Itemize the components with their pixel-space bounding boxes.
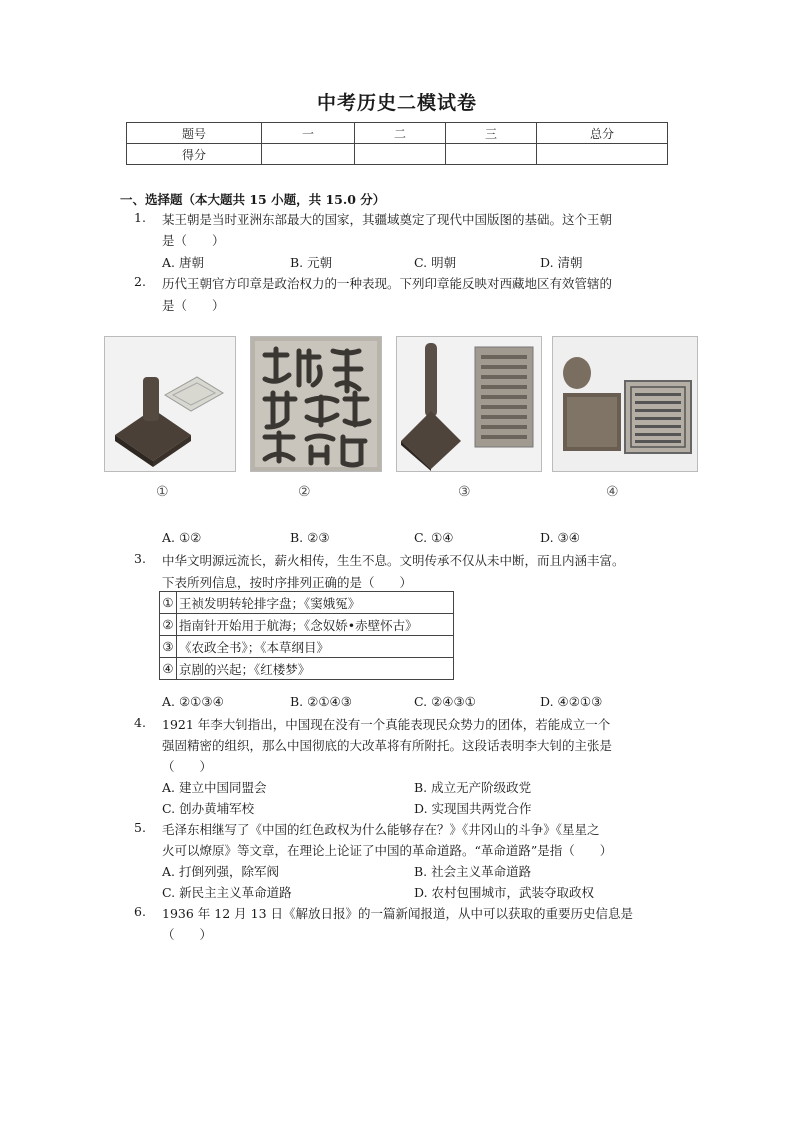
- question-text: （ ）: [162, 759, 213, 774]
- table-row: [160, 636, 454, 658]
- table-cell-number: ③: [160, 636, 177, 658]
- seal-images: [104, 336, 698, 506]
- question-text: （ ）: [162, 927, 213, 942]
- table-row: [160, 614, 454, 636]
- option-d: D. 实现国共两党合作: [414, 801, 532, 816]
- seal-image-2: [250, 336, 382, 472]
- score-table-header-row: [127, 123, 668, 144]
- table-row: [160, 658, 454, 680]
- table-cell-number: ②: [160, 614, 177, 636]
- table-cell-text: 王祯发明转轮排字盘；《窦娥冤》: [177, 592, 454, 614]
- question-text: 历代王朝官方印章是政治权力的一种表现。下列印章能反映对西藏地区有效管辖的: [162, 276, 613, 291]
- score-cell: [355, 144, 446, 165]
- score-table-row-label: 得分: [127, 144, 262, 165]
- question-text: 毛泽东相继写了《中国的红色政权为什么能够存在？》《井冈山的斗争》《星星之: [162, 822, 600, 837]
- option-d: D. ③④: [540, 530, 580, 545]
- question-text: 中华文明源远流长，薪火相传，生生不息。文明传承不仅从未中断，而且内涵丰富。: [162, 553, 625, 568]
- question-text: 是（ ）: [162, 298, 225, 313]
- option-a: A. ①②: [162, 530, 202, 545]
- score-cell: [537, 144, 668, 165]
- option-d: D. 清朝: [540, 255, 583, 270]
- option-c: C. ①④: [414, 530, 454, 545]
- score-table-header-cell: 二: [355, 123, 446, 144]
- question-text: 某王朝是当时亚洲东部最大的国家，其疆域奠定了现代中国版图的基础。这个王朝: [162, 212, 613, 227]
- table-cell-text: 《农政全书》；《本草纲目》: [177, 636, 454, 658]
- question-text: 是（ ）: [162, 233, 225, 248]
- question-text: 强固精密的组织，那么中国彻底的大改革将有所附托。这段话表明李大钊的主张是: [162, 738, 613, 753]
- page-title: 中考历史二模试卷: [316, 92, 477, 114]
- option-b: B. ②①④③: [290, 694, 352, 709]
- option-c: C. 创办黄埔军校: [162, 801, 255, 816]
- question-number: 3.: [134, 551, 146, 566]
- option-c: C. 明朝: [414, 255, 457, 270]
- option-d: D. ④②①③: [540, 694, 603, 709]
- score-cell: [446, 144, 537, 165]
- image-label: ①: [156, 484, 169, 500]
- option-b: B. 社会主义革命道路: [414, 864, 532, 879]
- question-number: 2.: [134, 274, 146, 289]
- option-c: C. 新民主主义革命道路: [162, 885, 292, 900]
- table-cell-text: 指南针开始用于航海；《念奴娇•赤壁怀古》: [177, 614, 454, 636]
- question-number: 4.: [134, 715, 146, 730]
- score-table-score-row: [127, 144, 668, 165]
- image-label: ④: [606, 484, 619, 500]
- score-table-header-cell: 总分: [537, 123, 668, 144]
- question-text: 1936 年 12 月 13 日《解放日报》的一篇新闻报道，从中可以获取的重要历史信息是: [162, 906, 633, 921]
- section-heading: 一、选择题（本大题共 15 小题，共 15.0 分）: [120, 192, 386, 207]
- question-text: 1921 年李大钊指出，中国现在没有一个真能表现民众势力的团体，若能成立一个: [162, 717, 611, 732]
- question-number: 1.: [134, 210, 146, 225]
- table-cell-number: ④: [160, 658, 177, 680]
- image-label: ②: [298, 484, 311, 500]
- question-text: 火可以燎原》等文章，在理论上论证了中国的革命道路。“革命道路”是指（ ）: [162, 843, 613, 858]
- table-row: [160, 592, 454, 614]
- seal-image-1: [104, 336, 236, 472]
- score-table: [126, 122, 668, 165]
- score-table-header-cell: 一: [262, 123, 355, 144]
- option-b: B. 元朝: [290, 255, 333, 270]
- seal-image-4: [552, 336, 698, 472]
- table-cell-text: 京剧的兴起；《红楼梦》: [177, 658, 454, 680]
- score-table-header-cell: 题号: [127, 123, 262, 144]
- option-b: B. ②③: [290, 530, 330, 545]
- option-c: C. ②④③①: [414, 694, 476, 709]
- option-a: A. 建立中国同盟会: [162, 780, 267, 795]
- option-d: D. 农村包围城市，武装夺取政权: [414, 885, 595, 900]
- image-label: ③: [458, 484, 471, 500]
- timeline-table: [159, 591, 454, 680]
- score-table-header-cell: 三: [446, 123, 537, 144]
- question-number: 5.: [134, 820, 146, 835]
- question-number: 6.: [134, 904, 146, 919]
- score-cell: [262, 144, 355, 165]
- option-a: A. 唐朝: [162, 255, 204, 270]
- option-a: A. ②①③④: [162, 694, 224, 709]
- question-text: 下表所列信息，按时序排列正确的是（ ）: [162, 575, 413, 590]
- option-a: A. 打倒列强，除军阀: [162, 864, 279, 879]
- seal-image-3: [396, 336, 542, 472]
- option-b: B. 成立无产阶级政党: [414, 780, 532, 795]
- table-cell-number: ①: [160, 592, 177, 614]
